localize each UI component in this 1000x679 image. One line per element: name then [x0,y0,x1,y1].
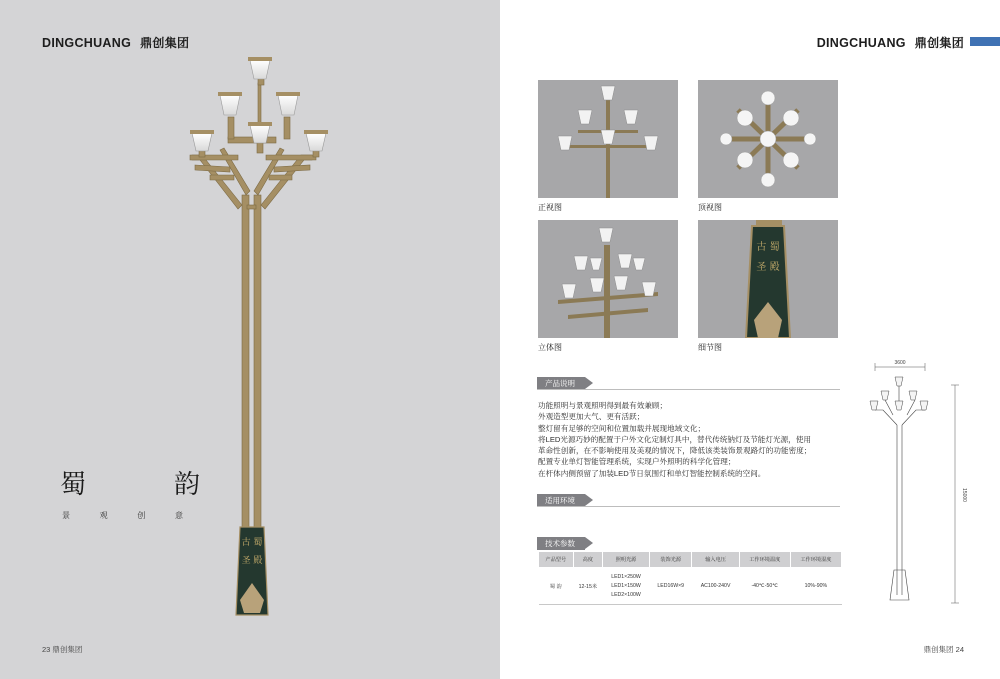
caption-3d-view: 立体图 [538,343,562,352]
spec-header: 高度 [573,552,602,568]
thumb-front-view [538,80,678,198]
section-tab-environment: 适用环境 [537,494,585,507]
brand-name-cn: 鼎创集团 [914,36,964,50]
spec-header: 装饰光源 [650,552,692,568]
right-page [500,0,1000,679]
caption-detail-view: 细节图 [698,343,722,352]
section-divider [537,389,840,390]
desc-line: 在杆体内侧预留了加装LED节日氛围灯和单灯智能控制系统的空间。 [538,468,766,478]
dimension-width: 3600 [894,360,906,366]
spec-voltage: AC100-240V [692,568,739,605]
brand-header-right [817,34,964,51]
desc-line: 功能照明与景观照明得到最有效兼顾； [538,401,668,410]
main-lamp-illustration [180,55,340,625]
thumb-detail-view [698,220,838,338]
spec-decor-source: LED16W×9 [650,568,692,605]
section-tab-product-desc: 产品说明 [537,377,585,390]
product-title [60,464,200,501]
spec-lighting-source [602,568,649,605]
title-char: 蜀 [60,470,87,500]
desc-line: 配置专业单灯智能管理系统，实现户外照明的科学化管理； [538,457,736,467]
subtitle-char: 观 [99,511,109,520]
spec-lighting-line: LED1×150W [611,582,641,589]
desc-line: 整灯留有足够的空间和位置加载并展现地域文化； [538,423,706,433]
brand-accent-bar [970,37,1000,46]
desc-line: 将LED光源巧妙的配置于户外文化定制灯具中，替代传统钠灯及节能灯光源，使用 [538,434,811,444]
spec-header: 输入电压 [692,552,739,568]
dimension-height: 15000 [961,488,967,502]
section-divider [537,506,840,507]
product-description [538,400,838,479]
svg-text:古 蜀: 古 蜀 [241,538,263,548]
title-char: 韵 [173,470,200,500]
spec-header: 产品型号 [539,552,574,568]
subtitle-char: 景 [62,511,71,520]
spec-table-header-row [539,552,842,568]
dimension-drawing [855,355,970,610]
thumb-3d-view [538,220,678,338]
subtitle-char: 意 [174,511,184,520]
spec-temp: -40℃-50℃ [739,568,790,605]
spec-header: 照明光源 [602,552,649,568]
brand-name-en: DINGCHUANG [816,36,906,50]
page-number-right: 鼎创集团 24 [923,645,964,654]
spec-header: 工作环境温度 [739,552,790,568]
desc-line: 革命性创新，在不影响使用及美观的情况下，降低该类装饰景观路灯的功能密度； [538,446,812,456]
svg-text:圣 殿: 圣 殿 [756,262,780,273]
spec-lighting-line: LED1×250W [611,573,641,580]
spec-height: 12-15米 [573,568,602,605]
spec-table [538,551,842,605]
spec-lighting-line: LED2×100W [611,591,641,598]
table-row [539,568,842,605]
spec-model: 蜀 韵 [539,568,574,605]
subtitle-char: 创 [137,511,147,520]
caption-top-view: 顶视图 [698,203,722,212]
svg-text:古 蜀: 古 蜀 [756,242,780,253]
section-tab-tech-params: 技术参数 [537,537,585,550]
spec-header: 工作环境湿度 [790,552,841,568]
brand-name-en: DINGCHUANG [42,36,132,50]
thumb-top-view [698,80,838,198]
brand-name-cn: 鼎创集团 [140,36,190,50]
desc-line: 外观造型更加大气、更有活跃； [538,412,645,422]
brand-header-left [42,34,189,51]
spec-humidity: 10%-90% [790,568,841,605]
caption-front-view: 正视图 [538,203,562,212]
page-number-left: 23 鼎创集团 [42,645,83,654]
product-subtitle [62,510,184,521]
svg-text:圣 殿: 圣 殿 [241,556,263,566]
